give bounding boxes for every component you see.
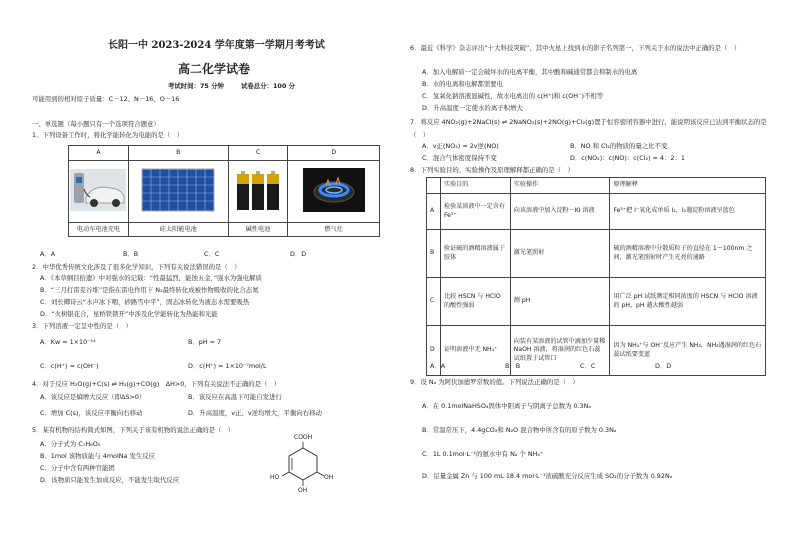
structure-formula — [268, 434, 338, 498]
q1-image-d — [288, 161, 380, 223]
gas-stove-image — [303, 168, 365, 212]
q8-row-c-opt: C — [427, 278, 441, 326]
q1-image-b — [128, 161, 228, 223]
q1-image-a — [69, 161, 129, 223]
q1-stem: 1．下列设备工作时，将化学能转化为电能的是（ ） — [32, 131, 184, 139]
q8-row-a-opt: A — [427, 194, 441, 230]
q8-row-a-goal: 检验某溶液中一定含有 Fe³⁺ — [440, 194, 510, 230]
q9-option-a[interactable]: A．在 0.1molNaHSO₄固体中阳离子与阴离子总数为 0.3Nₐ — [422, 402, 591, 410]
q5-option-b[interactable]: B．1mol 该物质能与 4molNa 发生反应 — [40, 452, 156, 460]
q8-option-c[interactable]: C．C — [580, 362, 596, 370]
q3-stem: 3．下列溶液一定呈中性的是（ ） — [32, 322, 132, 330]
q8-row-b-reason: 硫的酒精溶液中分散质粒子的直径在 1～100nm 之间，激光笔照射时产生光亮的通路 — [610, 230, 766, 278]
q1-caption-b: 硅太阳能电池 — [128, 223, 228, 237]
q6-option-a[interactable]: A．加入电解质一定会破坏水的电离平衡，其中酸和碱通常都会抑制水的电离 — [422, 68, 638, 76]
struct-ho: HO — [270, 474, 280, 481]
right-column — [410, 0, 770, 549]
q1-image-c — [228, 161, 288, 223]
q4-stem: 4．对于反应 H₂O(g)+C(s) ⇌ H₂(g)+CO(g) ΔH>0，下列有关说法不正确的是（ ） — [32, 380, 281, 388]
q8-header-goal: 实验目的 — [440, 178, 510, 194]
q1-table — [68, 145, 380, 237]
q4-option-d[interactable]: D．升高温度，v正、v逆均增大，平衡向右移动 — [188, 409, 322, 417]
q4-option-c[interactable]: C．增加 C(s)，该反应平衡向右移动 — [40, 409, 143, 417]
q5-stem: 5．某有机物的结构简式如图，下列关于该有机物的说法正确的是（ ） — [32, 426, 235, 434]
q2-stem: 2．中华优秀传统文化涉及了很多化学知识，下列有关说法错误的是（ ） — [32, 263, 241, 271]
q8-row-c-reason: 用广泛 pH 试纸测定相同浓度的 HSCN 与 HClO 溶液的 pH，pH 越大酸性越弱 — [610, 278, 766, 326]
q1-option-b[interactable]: B．B — [123, 250, 139, 258]
q5-option-a[interactable]: A．分子式为 C₇H₈O₅ — [40, 440, 101, 448]
q8-row-d-opt: D — [427, 326, 441, 376]
q8-option-a[interactable]: A．A — [430, 362, 446, 370]
q6-option-c[interactable]: C．氢氧化钠溶液显碱性，故水电离出的 c(H⁺)和 c(OH⁻)不相等 — [422, 92, 604, 100]
q8-table — [426, 177, 766, 376]
q8-option-d[interactable]: D．D — [655, 362, 672, 370]
q1-option-d[interactable]: D．D — [290, 250, 307, 258]
q9-stem: 9．设 Nₐ 为阿伏加德罗常数的值。下列说法正确的是（ ） — [410, 378, 579, 386]
q1-header-b: B — [128, 146, 228, 161]
q7-stem: 7．将反应 4NO₂(g)+2NaCl(s) ⇌ 2NaNO₃(s)+2NO(g)+Cl₂(g)置于恒容密闭容器中进行，能说明该反应已达到平衡状态的是（ ） — [410, 118, 767, 139]
q3-option-b[interactable]: B．pH = 7 — [188, 338, 222, 346]
q9-option-d[interactable]: D．足量金属 Zn 与 100 mL 18.4 mol·L⁻¹浓硫酸充分反应生成 SO₂的分子数为 0.92Nₐ — [422, 472, 673, 480]
q9-option-c[interactable]: C．1L 0.1mol·L⁻¹的氨水中有 Nₐ 个 NH₄⁺ — [422, 450, 544, 458]
q2-option-a[interactable]: A．《本草纲目拾遗》中对强水的记载：“性最猛烈，能蚀五金，”强水为强电解质 — [40, 274, 262, 282]
q1-header-a: A — [69, 146, 129, 161]
batteries-image — [234, 168, 282, 212]
q8-row-b-op: 激光笔照射 — [510, 230, 610, 278]
paper-subtitle: 高二化学试卷 — [178, 62, 251, 76]
q2-option-b[interactable]: B．“三月打雷麦谷堆”是指在雷电作用下 N₂最终转化成被作物吸收的化合态氮 — [40, 286, 259, 294]
q8-row-c — [427, 278, 766, 326]
q7-option-b[interactable]: B．NO 和 Cl₂的物质的量之比不变 — [570, 142, 668, 150]
q8-header-op: 实验操作 — [510, 178, 610, 194]
q8-row-d-op: 向装有某溶液的试管中滴加少量稀 NaOH 溶液，将湿润的红色石蕊试纸置于试管口 — [510, 326, 610, 376]
q9-option-b[interactable]: B．常温常压下，4.4gCO₂和 N₂O 混合物中所含有的原子数为 0.3Nₐ — [422, 426, 617, 434]
q1-caption-a: 电动车电池充电 — [69, 223, 129, 237]
q1-caption-d: 燃气灶 — [288, 223, 380, 237]
q8-row-c-op: 测 pH — [510, 278, 610, 326]
q8-row-b — [427, 230, 766, 278]
q7-option-d[interactable]: D．c(NO₂)：c(NO)：c(Cl₂) = 4：2：1 — [570, 154, 685, 162]
struct-oh-right: OH — [324, 474, 334, 481]
q1-option-c[interactable]: C．C — [204, 250, 220, 258]
q7-option-c[interactable]: C．混合气体密度保持不变 — [422, 154, 497, 162]
q8-row-a-op: 向该溶液中加入淀粉－KI 溶液 — [510, 194, 610, 230]
ev-charging-image — [70, 169, 126, 211]
q8-row-c-goal: 比较 HSCN 与 HClO 的酸性强弱 — [440, 278, 510, 326]
exam-score: 试卷总分：100 分 — [241, 82, 295, 90]
q1-option-a[interactable]: A．A — [40, 250, 56, 258]
q8-row-a — [427, 194, 766, 230]
q1-header-d: D — [288, 146, 380, 161]
q3-option-c[interactable]: C．c(H⁺) = c(OH⁻) — [40, 362, 99, 370]
q4-option-b[interactable]: B．该反应在高温下可能自发进行 — [188, 393, 282, 401]
section-heading: 一、单选题（每小题只有一个选项符合题意） — [32, 120, 160, 128]
solar-panel-image — [141, 168, 215, 212]
exam-time: 考试时间：75 分钟 — [168, 82, 224, 90]
q1-header-c: C — [228, 146, 288, 161]
q2-option-c[interactable]: C．刘长卿诗云“水声冰下咽，砂路雪中平”，固态冰转化为液态水需要吸热 — [40, 298, 250, 306]
q8-header-reason: 原理解释 — [610, 178, 766, 194]
q8-header-blank — [427, 178, 441, 194]
q8-row-b-goal: 验证硫的酒精溶液属于胶体 — [440, 230, 510, 278]
q8-row-d-goal: 证明溶液中无 NH₄⁺ — [440, 326, 510, 376]
q7-option-a[interactable]: A．v正(NO₂) = 2v逆(NO) — [422, 142, 499, 150]
q8-row-b-opt: B — [427, 230, 441, 278]
q8-option-b[interactable]: B．B — [505, 362, 521, 370]
q6-stem: 6．最近《科学》杂志评出“十大科技突破”，其中火星上找到水的影子名列第一，下列关于水的说法中正确的是（ ） — [410, 44, 741, 52]
struct-oh-bottom: OH — [298, 487, 308, 494]
q3-option-d[interactable]: D．c(H⁺) = 1×10⁻⁷mol/L — [188, 362, 267, 370]
q6-option-d[interactable]: D．升高温度一定使水的离子积增大 — [422, 104, 523, 112]
q5-option-c[interactable]: C．分子中含有两种官能团 — [40, 464, 115, 472]
exam-title: 长阳一中 2023-2024 学年度第一学期月考考试 — [108, 40, 325, 51]
left-column — [28, 0, 400, 549]
q8-row-d — [427, 326, 766, 376]
q6-option-b[interactable]: B．水的电离和电解都需要电 — [422, 80, 504, 88]
q8-row-a-reason: Fe³⁺把 I⁻氧化成单质 I₂，I₂遇淀粉溶液呈蓝色 — [610, 194, 766, 230]
q5-option-d[interactable]: D．该物质只能发生加成反应，不能发生取代反应 — [40, 476, 180, 484]
q3-option-a[interactable]: A．Kw = 1×10⁻¹⁴ — [40, 338, 96, 346]
q2-option-d[interactable]: D．“火树银花合，星桥铁锁开”中涉及化学能转化为热能和光能 — [40, 310, 218, 318]
q4-option-a[interactable]: A．该反应是熵增大反应（即ΔS>0） — [40, 393, 146, 401]
q8-row-d-reason: 因为 NH₄⁺与 OH⁻反应产生 NH₃，NH₃遇湿润的红色石蕊试纸要变蓝 — [610, 326, 766, 376]
q1-caption-c: 碱性电池 — [228, 223, 288, 237]
atomic-mass-note: 可能用到的相对原子质量：C－12、N－16、O－16 — [32, 95, 180, 103]
struct-cooh: COOH — [294, 434, 313, 441]
q8-stem: 8．下列实验目的、实验操作及原理解释都正确的是（ ） — [410, 166, 574, 174]
